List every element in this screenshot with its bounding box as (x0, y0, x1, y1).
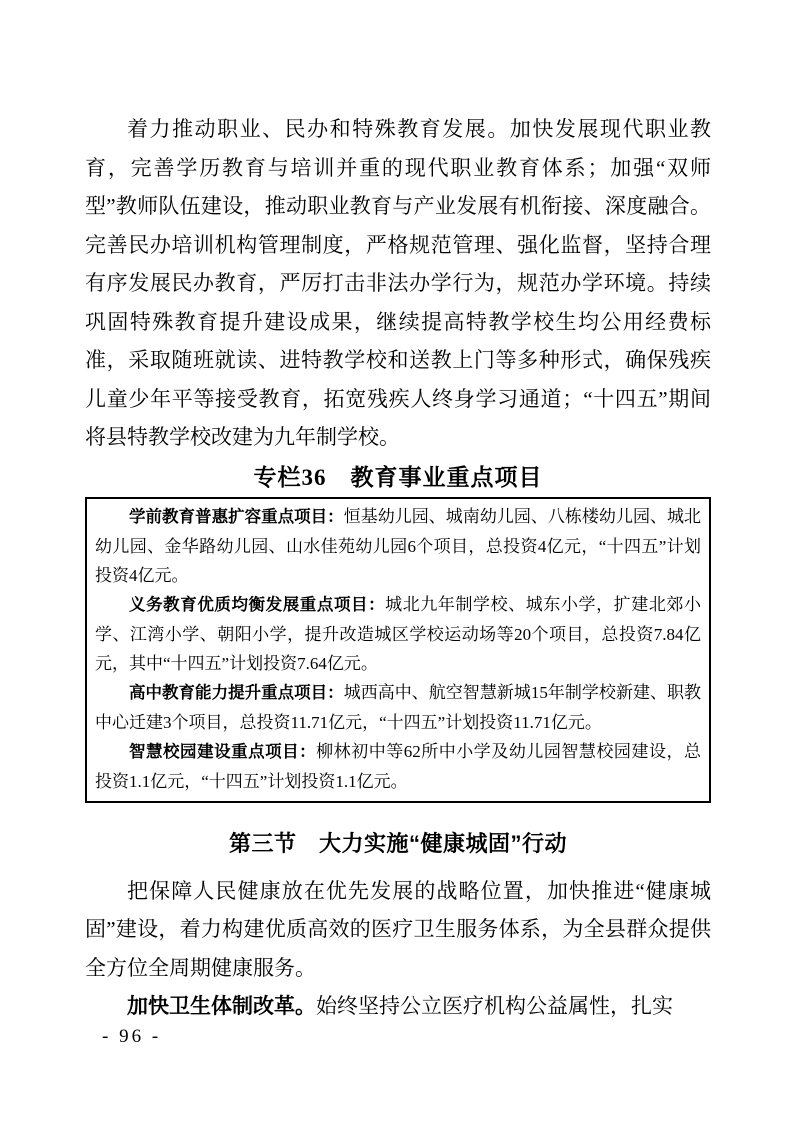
box-item-body: 城西高中、航空智慧新城15年制学校新建、职教中心迁建3个项目，总投资11.71亿元，“十四五”计划投资11.71亿元。 (95, 682, 702, 732)
section-heading: 第三节 大力实施“健康城固”行动 (228, 830, 567, 856)
page-content (85, 0, 711, 1026)
box-item-lead: 学前教育普惠扩容重点项目： (129, 507, 344, 526)
paragraph-health-strategy: 把保障人民健康放在优先发展的战略位置，加快推进“健康城固”建设，着力构建优质高效的医疗卫生服务体系，为全县群众提供全方位全周期健康服务。 (85, 878, 711, 980)
box-item-high-school (95, 678, 701, 737)
paragraph-health-reform (85, 987, 711, 1026)
box-item-body: 柳林初中等62所中小学及幼儿园智慧校园建设，总投资1.1亿元，“十四五”计划投资1.1亿元。 (95, 741, 701, 791)
box-item-smart-campus (95, 737, 701, 796)
box-item-compulsory-education (95, 590, 701, 678)
box-item-body: 恒基幼儿园、城南幼儿园、八栋楼幼儿园、城北幼儿园、金华路幼儿园、山水佳苑幼儿园6个项目，总投资4亿元，“十四五”计划投资4亿元。 (95, 506, 702, 585)
box-item-lead: 智慧校园建设重点项目： (129, 742, 317, 761)
key-projects-box (85, 497, 711, 803)
box-item-lead: 义务教育优质均衡发展重点项目： (129, 595, 386, 614)
page-number: - 96 - (102, 1026, 162, 1047)
box-item-body: 城北九年制学校、城东小学，扩建北郊小学、江湾小学、朝阳小学，提升改造城区学校运动场等20个项目，总投资7.84亿元，其中“十四五”计划投资7.64亿元。 (95, 594, 701, 673)
paragraph-health-reform-body: 始终坚持公立医疗机构公益属性，扎实 (316, 994, 673, 1018)
box-item-lead: 高中教育能力提升重点项目： (129, 683, 344, 702)
paragraph-vocational-special-education: 着力推动职业、民办和特殊教育发展。加快发展现代职业教育，完善学历教育与培训并重的现代职业教育体系；加强“双师型”教师队伍建设，推动职业教育与产业发展有机衔接、深度融合。完善民办培训机构管理制度，严格规范管理、强化监督，坚持合理有序发展民办教育，严厉打击非法办学行为，规范办学环境。持续巩固特殊教育提升建设成果，继续提高特教学校生均公用经费标准，采取随班就读、进特教学校和送教上门等多种形式，确保残疾儿童少年平等接受教育，拓宽残疾人终身学习通道；“十四五”期间将县特教学校改建为九年制学校。 (85, 117, 711, 449)
box-item-preschool (95, 502, 701, 590)
box-title: 专栏36 教育事业重点项目 (253, 464, 543, 490)
paragraph-health-reform-lead: 加快卫生体制改革。 (127, 994, 316, 1018)
